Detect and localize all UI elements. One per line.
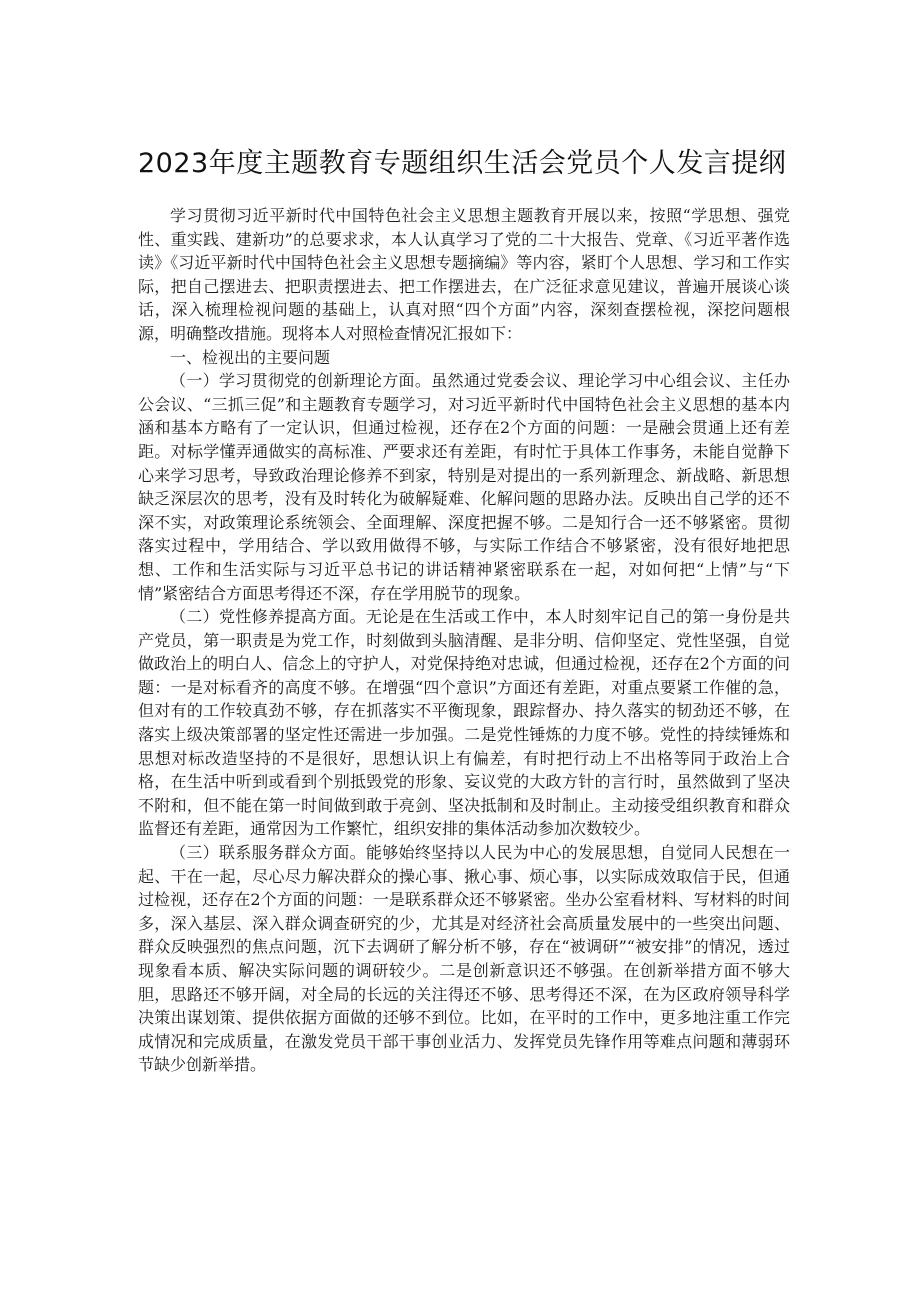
paragraph-serving-masses: （三）联系服务群众方面。能够始终坚持以人民为中心的发展思想，自觉同人民想在一起、干在一起，尽心尽力解决群众的操心事、揪心事、烦心事，以实际成效取信于民，但通过检视，还存在2个方面的问题：一是联系群众还不够紧密。坐办公室看材料、写材料的时间多，深入基层、深入群众调查研究的少，尤其是对经济社会高质量发展中的一些突出问题、群众反映强烈的焦点问题，沉下去调研了解分析不够，存在“被调研”“被安排”的情况，透过现象看本质、解决实际问题的调研较少。二是创新意识还不够强。在创新举措方面不够大胆，思路还不够开阔，对全局的长远的关注得还不够、思考得还不深，在为区政府领导科学决策出谋划策、提供依据方面做的还够不到位。比如，在平时的工作中，更多地注重工作完成情况和完成质量，在激发党员干部干事创业活力、发挥党员先锋作用等难点问题和薄弱环节缺少创新举措。 xyxy=(138,843,790,1075)
document-title: 2023年度主题教育专题组织生活会党员个人发言提纲 xyxy=(138,148,787,179)
paragraph-party-spirit: （二）党性修养提高方面。无论是在生活或工作中，本人时刻牢记自己的第一身份是共产党员，第一职责是为党工作，时刻做到头脑清醒、是非分明、信仰坚定、党性坚强，自觉做政治上的明白人、信念上的守护人，对党保持绝对忠诚，但通过检视，还存在2个方面的问题：一是对标看齐的高度不够。在增强“四个意识”方面还有差距，对重点要紧工作催的急，但对有的工作较真劲不够，存在抓落实不平衡现象，跟踪督办、持久落实的韧劲还不够，在落实上级决策部署的坚定性还需进一步加强。二是党性锤炼的力度不够。党性的持续锤炼和思想对标改造坚持的不是很好，思想认识上有偏差，有时把行动上不出格等同于政治上合格，在生活中听到或看到个别抵毁党的形象、妄议党的大政方针的言行时，虽然做到了坚决不附和，但不能在第一时间做到敢于亮剑、坚决抵制和及时制止。主动接受组织教育和群众监督还有差距，通常因为工作繁忙，组织安排的集体活动参加次数较少。 xyxy=(138,607,790,839)
document-page xyxy=(138,140,790,1077)
intro-paragraph: 学习贯彻习近平新时代中国特色社会主义思想主题教育开展以来，按照“学思想、强党性、重实践、建新功”的总要求求，本人认真学习了党的二十大报告、党章、《习近平著作选读》《习近平新时代中国特色社会主义思想专题摘编》等内容，紧盯个人思想、学习和工作实际，把自己摆进去、把职责摆进去、把工作摆进去，在广泛征求意见建议，普遍开展谈心谈话，深入梳理检视问题的基础上，认真对照“四个方面”内容，深刻查摆检视，深挖问题根源，明确整改措施。现将本人对照检查情况汇报如下： xyxy=(138,206,790,343)
section-heading: 一、检视出的主要问题 xyxy=(170,347,331,367)
paragraph-theory: （一）学习贯彻党的创新理论方面。虽然通过党委会议、理论学习中心组会议、主任办公会议、“三抓三促”和主题教育专题学习，对习近平新时代中国特色社会主义思想的基本内涵和基本方略有了一定认识，但通过检视，还存在2个方面的问题：一是融会贯通上还有差距。对标学懂弄通做实的高标准、严要求还有差距，有时忙于具体工作事务，未能自觉静下心来学习思考，导致政治理论修养不到家，特别是对提出的一系列新理念、新战略、新思想缺乏深层次的思考，没有及时转化为破解疑难、化解问题的思路办法。反映出自己学的还不深不实，对政策理论系统领会、全面理解、深度把握不够。二是知行合一还不够紧密。贯彻落实过程中，学用结合、学以致用做得不够，与实际工作结合不够紧密，没有很好地把思想、工作和生活实际与习近平总书记的讲话精神紧密联系在一起，对如何把“上情”与“下情”紧密结合方面思考得还不深，存在学用脱节的现象。 xyxy=(138,371,790,603)
